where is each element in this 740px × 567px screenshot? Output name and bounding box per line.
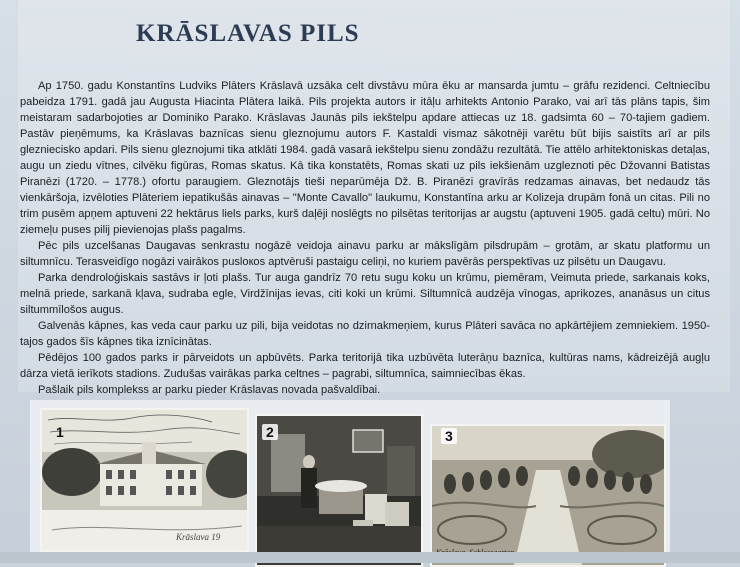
- paragraph-ownership: Pašlaik pils komplekss ar parku pieder Krāslavas novada pašvaldībai.: [38, 384, 381, 396]
- photo-1-caption: Krāslava 19: [176, 532, 221, 542]
- board-bottom-edge: [0, 552, 740, 563]
- photo-number-2: 2: [262, 424, 278, 440]
- interior-photo: [255, 414, 423, 567]
- photo-number-3: 3: [441, 428, 457, 444]
- paragraph-history: Ap 1750. gadu Konstantīns Ludviks Plāters Krāslavā uzsāka celt divstāvu mūra ēku ar mansarda jumtu – grāfu rezidenci. Celtniecību pabeidza 1791. gadā jau Augusta Hiacinta Plātera laikā. Pils projekta autors ir itāļu arhitekts Antonio Parako, vai arī tās plāns tapis, šim meistaram sadarbojoties ar Dominiko Parako. Krāslavas Jaunās pils iekštelpu apdare attiecas uz 18. gadsimta 60 – 70-tajiem gadiem. Pastāv pieņēmums, ka Krāslavas baznīcas sienu gleznojumu autors F. Kastaldi vismaz sākotnēji varētu būt bijis saistīts arī ar pils gleznieciskо apdari. Pils sienu gleznojumi tika atklāti 1984. gadā vasarā iekštelpu sienu zondāžu rezultātā. Tie attēlo arhitektoniskas detaļas, augu un ziedu vītnes, cilvēku figūras, Romas skatus. Kā tika konstatēts, Romas skati uz pils iekšienām uzgleznoti pēc Džovanni Batistas Piranēzi (1720. – 1778.) ofortu paraugiem. Gleznotājs tieši neparūmēja Dž. B. Piranēzi gravīrās redzamas ainavas, bet nedaudz tās vienkāršoja, izvēloties Plāteriem iepatikušās ainavas – "Monte Cavallo" laukumu, Konstantīna arku ar Kolizeja drupām fonā un citas. Pili no trim pusēm apņem aptuveni 22 hektārus liels parks, kurš daļēji noslēgts no pilsētas teritorijas ar augstu (aptuveni 1905. gadā celtu) mūri. No ziemeļu puses pilij pievienojas plašs pagalms.: [20, 80, 710, 236]
- page-title: KRĀSLAVAS PILS: [136, 20, 360, 47]
- photo-number-1: 1: [56, 424, 64, 440]
- paragraph-changes: Pēdējos 100 gados parks ir pārveidots un apbūvēts. Parka teritorijā tika uzbūvēta luterāņu baznīca, kultūras nams, kādreizējā augļu dārza vietā ierīkots stadions. Zudušas vairākas parka celtnes – pagrabi, siltumnīca, saimniecības ēkas.: [20, 352, 710, 380]
- body-text: [20, 78, 710, 398]
- paragraph-stairs: Galvenās kāpnes, kas veda caur parku uz pili, bija veidotas no dzirnakmeņiem, kurus Plāteri savāca no apkārtējiem zemniekiem. 1950-tajos gados šīs kāpnes tika iznīcinātas.: [20, 320, 710, 348]
- interior-illustration: [257, 416, 421, 565]
- historic-postcard-photo: [40, 408, 249, 552]
- paragraph-dendrology: Parka dendroloģiskais sastāvs ir ļoti plašs. Tur auga gandrīz 70 retu sugu koku un krūmu, piemēram, Veimuta priede, sarkanais koks, melnā priede, sarkanā kļava, sudraba egle, Virdžīnijas ievas, citi koki un krūmi. Siltumnīcā audzēja vīnogas, aprikozes, ananāsus un citus siltummīlošos augus.: [20, 272, 710, 316]
- castle-postcard-illustration: [42, 410, 247, 550]
- paragraph-park: Pēc pils uzcelšanas Daugavas senkrastu nogāzē veidoja ainavu parku ar mākslīgām pilsdrupām – grotām, ar skatu platformu un siltumnīcu. Terasveidīgo nogāzi vairākos pusloкos aptvēruši pastaigu celiņi, no kuriem pavērās perspektīvas uz pilsētu un Daugavu.: [20, 240, 710, 268]
- park-illustration: [432, 426, 664, 565]
- park-photo: [430, 424, 666, 567]
